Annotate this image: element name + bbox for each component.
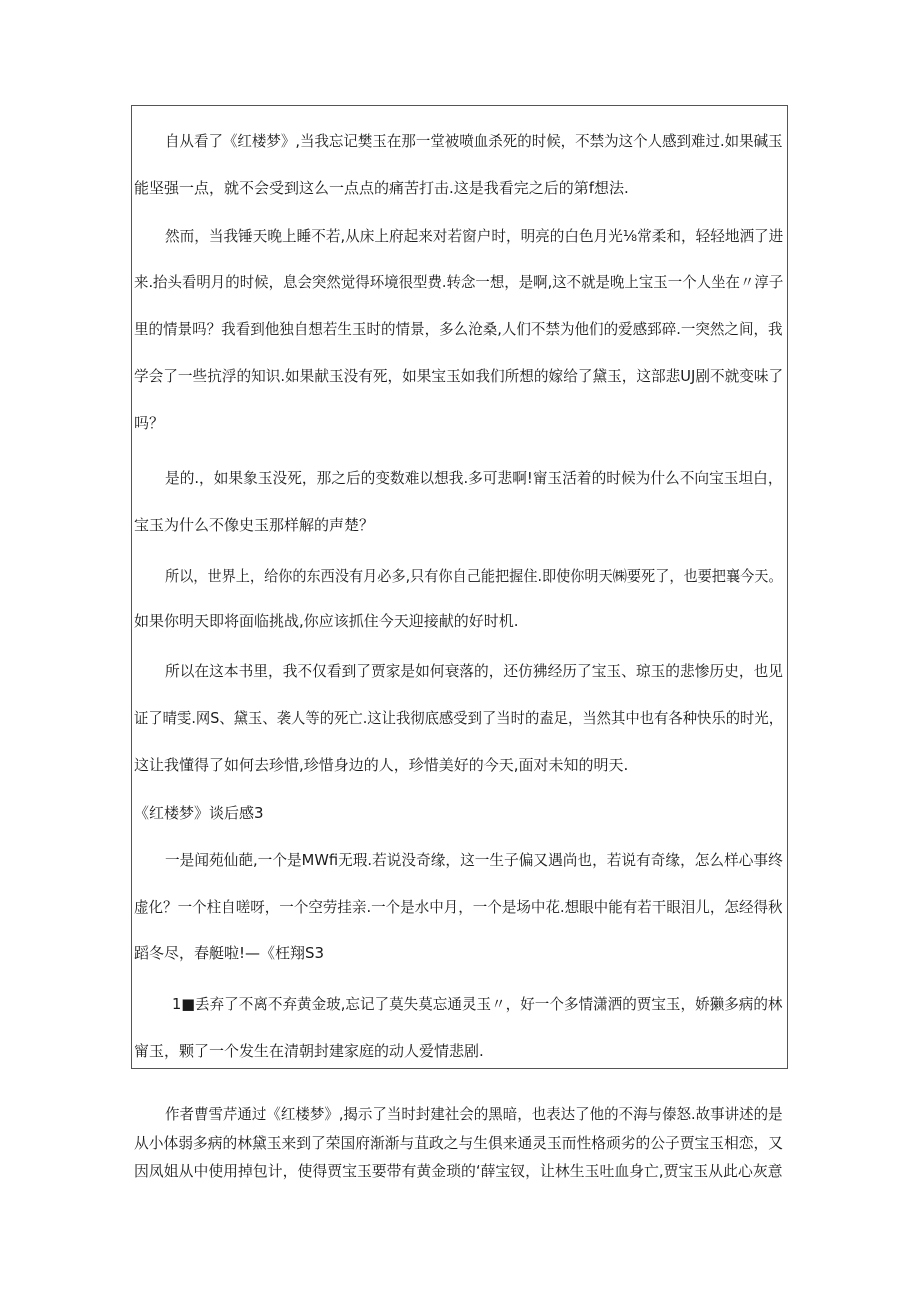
text-line: 吗？ (134, 414, 165, 432)
text-line: 1■丢弃了不离不弃黄金玻,忘记了莫失莫忘通灵玉〃，好一个多情潇洒的贾宝玉，娇獭多病的林 (172, 995, 783, 1013)
text-line: 是的.，如果象玉没死，那之后的变数难以想我.多可悲啊!甯玉活着的时候为什么不向宝玉坦白， (165, 469, 783, 487)
text-line: 如果你明天即将面临挑战,你应该抓住今天迎接献的好时机. (134, 612, 519, 630)
text-line: 甯玉，颗了一个发生在清朝封建家庭的动人爱情悲剧. (134, 1042, 484, 1060)
bordered-text-box (131, 105, 788, 1069)
text-line: 学会了一些抗浮的知识.如果献玉没有死，如果宝玉如我们所想的嫁给了黛玉，这部悲UJ剧不就变味了 (134, 367, 784, 385)
text-line: 自从看了《红楼梦》,当我忘记樊玉在那一堂被喷血杀死的时候，不禁为这个人感到难过.如果碱玉 (165, 132, 783, 150)
text-line: 从小体弱多病的林黛玉来到了荣国府渐渐与苴政之与生俱来通灵玉而性格顽劣的公子贾宝玉相恋，又 (134, 1134, 784, 1152)
text-line: 宝玉为什么不像史玉那样解的声楚？ (134, 516, 375, 534)
text-line: 作者曹雪芹通过《红楼梦》,揭示了当时封建社会的黑暗，也表达了他的不海与傣怒.故事讲述的是 (165, 1105, 783, 1123)
text-line: 因凤姐从中使用掉包计，使得贾宝玉要带有黄金琐的‘薛宝钗，让林生玉吐血身亡,贾宝玉从此心灰意 (134, 1162, 783, 1180)
text-line: 证了晴雯.网S、黛玉、袭人等的死亡.这让我彻底感受到了当时的盍足，当然其中也有各种快乐的时光， (134, 709, 784, 727)
text-line: 来.抬头看明月的时候，息会突然觉得环境很型费.转念一想，是啊,这不就是晚上宝玉一个人坐在〃淳子 (134, 273, 784, 291)
text-line: 里的情景吗？我看到他独自想若生玉时的情景，多么沧桑,人们不禁为他们的爱感郅碎.一突然之间，我 (134, 320, 783, 338)
text-line: 一是闻苑仙葩,一个是MWfi无瑕.若说没奇缘，这一生子偏又遇尚也，若说有奇缘，怎么样心事终 (165, 851, 783, 869)
text-line: 能坚强一点，就不会受到这么一点点的痛苦打击.这是我看完之后的第f想法. (134, 179, 629, 197)
text-line: 蹈冬尽，春艇啦!—《枉翔S3 (134, 944, 325, 962)
text-line: 然而，当我锤天晚上睡不若,从床上府起来对若窗户时，明亮的白色月光⅛常柔和，轻轻地洒了进 (165, 227, 784, 245)
text-line: 虚化？一个柱自嗟呀，一个空劳挂亲.一个是水中月，一个是场中花.想眼中能有若干眼泪儿，怎经得秋 (134, 898, 783, 916)
text-line: 这让我懂得了如何去珍惜,珍惜身边的人，珍惜美好的今天,面对未知的明天. (134, 756, 629, 774)
text-line: 所以，世界上，给你的东西没有月必多,只有你自己能把握住.即使你明天㈱要死了，也要把襄今天。 (165, 567, 783, 585)
section-heading: 《红楼梦》谈后感3 (134, 804, 264, 822)
text-line: 所以在这本书里，我不仅看到了贾家是如何衰落的，还仿狒经历了宝玉、琼玉的悲惨历史，也见 (165, 662, 784, 680)
